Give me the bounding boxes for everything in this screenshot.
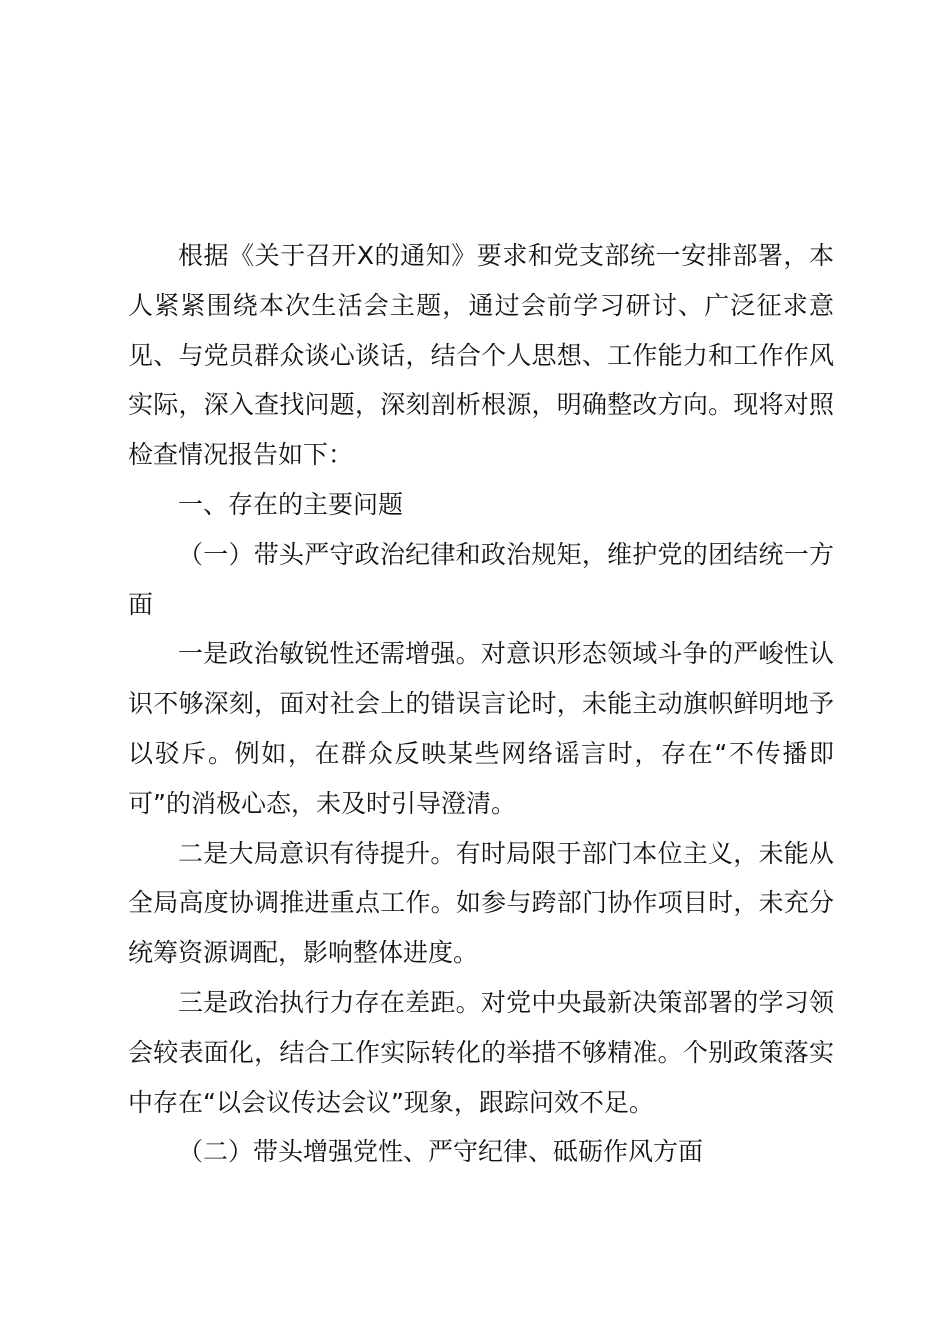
body-paragraph-2: 二是大局意识有待提升。有时局限于部门本位主义，未能从全局高度协调推进重点工作。如参与跨部门协作项目时，未充分统筹资源调配，影响整体进度。 (128, 838, 834, 968)
subsection-heading-2: （二）带头增强党性、严守纪律、砥砺作风方面 (178, 1137, 704, 1167)
intro-paragraph: 根据《关于召开X的通知》要求和党支部统一安排部署，本人紧紧围绕本次生活会主题，通过会前学习研讨、广泛征求意见、与党员群众谈心谈话，结合个人思想、工作能力和工作作风实际，深入查找问题，深刻剖析根源，明确整改方向。现将对照检查情况报告如下： (128, 241, 834, 470)
section-heading-1: 一、存在的主要问题 (178, 489, 404, 519)
body-paragraph-3: 三是政治执行力存在差距。对党中央最新决策部署的学习领会较表面化，结合工作实际转化的举措不够精准。个别政策落实中存在“以会议传达会议”现象，跟踪问效不足。 (128, 987, 834, 1117)
subsection-heading-1: （一）带头严守政治纪律和政治规矩，维护党的团结统一方面 (128, 539, 834, 619)
body-paragraph-1: 一是政治敏锐性还需增强。对意识形态领域斗争的严峻性认识不够深刻，面对社会上的错误言论时，未能主动旗帜鲜明地予以驳斥。例如，在群众反映某些网络谣言时，存在“不传播即可”的消极心态，未及时引导澄清。 (128, 639, 834, 818)
document-body (128, 231, 834, 1177)
